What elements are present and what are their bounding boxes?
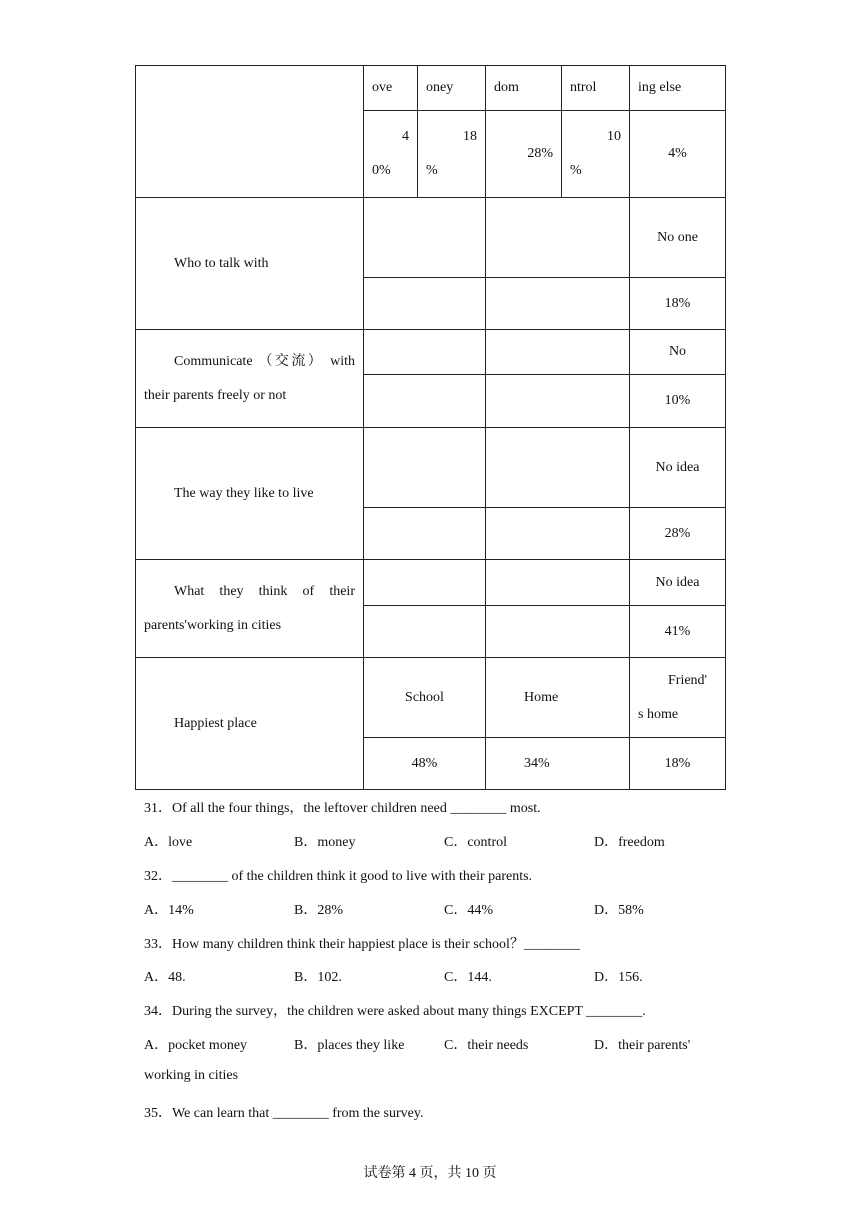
option-a[interactable]: A．48. (144, 970, 186, 985)
option-b[interactable]: B．places they like (294, 1038, 405, 1053)
place-cell: Home (486, 658, 630, 738)
answer-cell: No (630, 330, 726, 375)
empty-cell (364, 428, 486, 508)
header-cell: ove (364, 66, 418, 111)
option-d-continuation: working in cities (144, 1068, 239, 1083)
question-33: 33．How many children think their happiest place is their school？________ (144, 937, 580, 952)
pct-cell: 18% (630, 738, 726, 790)
empty-cell (486, 278, 630, 330)
option-c[interactable]: C．144. (444, 970, 492, 985)
place-cell: School (364, 658, 486, 738)
place-line: Friend' (668, 672, 708, 688)
empty-cell (486, 375, 630, 428)
place-line: s home (638, 706, 679, 722)
answer-cell: No one (630, 198, 726, 278)
row-label (136, 560, 364, 658)
option-d[interactable]: D．their parents' (594, 1038, 691, 1053)
survey-table (135, 65, 726, 790)
pct-part: 4 (402, 129, 409, 144)
row-label-line: Communicate （交流） with (174, 353, 355, 369)
pct-cell: 28% (630, 508, 726, 560)
pct-cell: 34% (486, 738, 630, 790)
question-32: 32．________ of the children think it good to live with their parents. (144, 869, 533, 884)
empty-cell (486, 330, 630, 375)
empty-cell (486, 428, 630, 508)
pct-part: 0% (372, 163, 391, 178)
answer-cell: No idea (630, 428, 726, 508)
option-b[interactable]: B．money (294, 835, 356, 850)
header-cell: oney (418, 66, 486, 111)
pct-cell (562, 111, 630, 198)
empty-cell (364, 560, 486, 606)
row-label-line: parents'working in cities (144, 617, 282, 633)
empty-cell (364, 278, 486, 330)
pct-cell (418, 111, 486, 198)
row-label-line: What they think of their (174, 583, 355, 599)
empty-cell (486, 560, 630, 606)
empty-cell (364, 606, 486, 658)
place-cell (630, 658, 726, 738)
option-d[interactable]: D．58% (594, 903, 644, 918)
table-row (136, 330, 726, 375)
option-c[interactable]: C．their needs (444, 1038, 529, 1053)
pct-cell: 10% (630, 375, 726, 428)
option-a[interactable]: A．love (144, 835, 193, 850)
empty-cell (364, 375, 486, 428)
row-label: Who to talk with (136, 198, 364, 330)
option-a[interactable]: A．pocket money (144, 1038, 248, 1053)
pct-part: 18 (463, 129, 477, 144)
pct-part: % (426, 163, 438, 178)
answer-cell: No idea (630, 560, 726, 606)
pct-cell: 28% (486, 111, 562, 198)
option-a[interactable]: A．14% (144, 903, 194, 918)
pct-part: 10 (607, 129, 621, 144)
page-footer: 试卷第 4 页，共 10 页 (363, 1166, 497, 1181)
table-row (136, 658, 726, 738)
question-35: 35．We can learn that ________ from the survey. (144, 1106, 424, 1121)
empty-cell (364, 508, 486, 560)
table-header-row (136, 66, 726, 111)
table-row (136, 560, 726, 606)
option-b[interactable]: B．28% (294, 903, 343, 918)
empty-label-cell (136, 66, 364, 198)
empty-cell (486, 198, 630, 278)
pct-cell: 41% (630, 606, 726, 658)
empty-cell (364, 198, 486, 278)
pct-cell: 18% (630, 278, 726, 330)
row-label: The way they like to live (136, 428, 364, 560)
pct-cell (364, 111, 418, 198)
question-34: 34．During the survey，the children were asked about many things EXCEPT ________. (144, 1004, 646, 1019)
option-b[interactable]: B．102. (294, 970, 342, 985)
empty-cell (364, 330, 486, 375)
header-cell: ing else (630, 66, 726, 111)
option-d[interactable]: D．156. (594, 970, 643, 985)
option-c[interactable]: C．44% (444, 903, 493, 918)
header-cell: ntrol (562, 66, 630, 111)
row-label (136, 330, 364, 428)
row-label: Happiest place (136, 658, 364, 790)
row-label-line: their parents freely or not (144, 387, 287, 403)
pct-cell: 48% (364, 738, 486, 790)
option-d[interactable]: D．freedom (594, 835, 665, 850)
table-row (136, 428, 726, 508)
option-c[interactable]: C．control (444, 835, 507, 850)
table-row (136, 198, 726, 278)
pct-part: % (570, 163, 582, 178)
empty-cell (486, 606, 630, 658)
question-31: 31．Of all the four things，the leftover children need ________ most. (144, 801, 541, 816)
empty-cell (486, 508, 630, 560)
header-cell: dom (486, 66, 562, 111)
pct-cell: 4% (630, 111, 726, 198)
